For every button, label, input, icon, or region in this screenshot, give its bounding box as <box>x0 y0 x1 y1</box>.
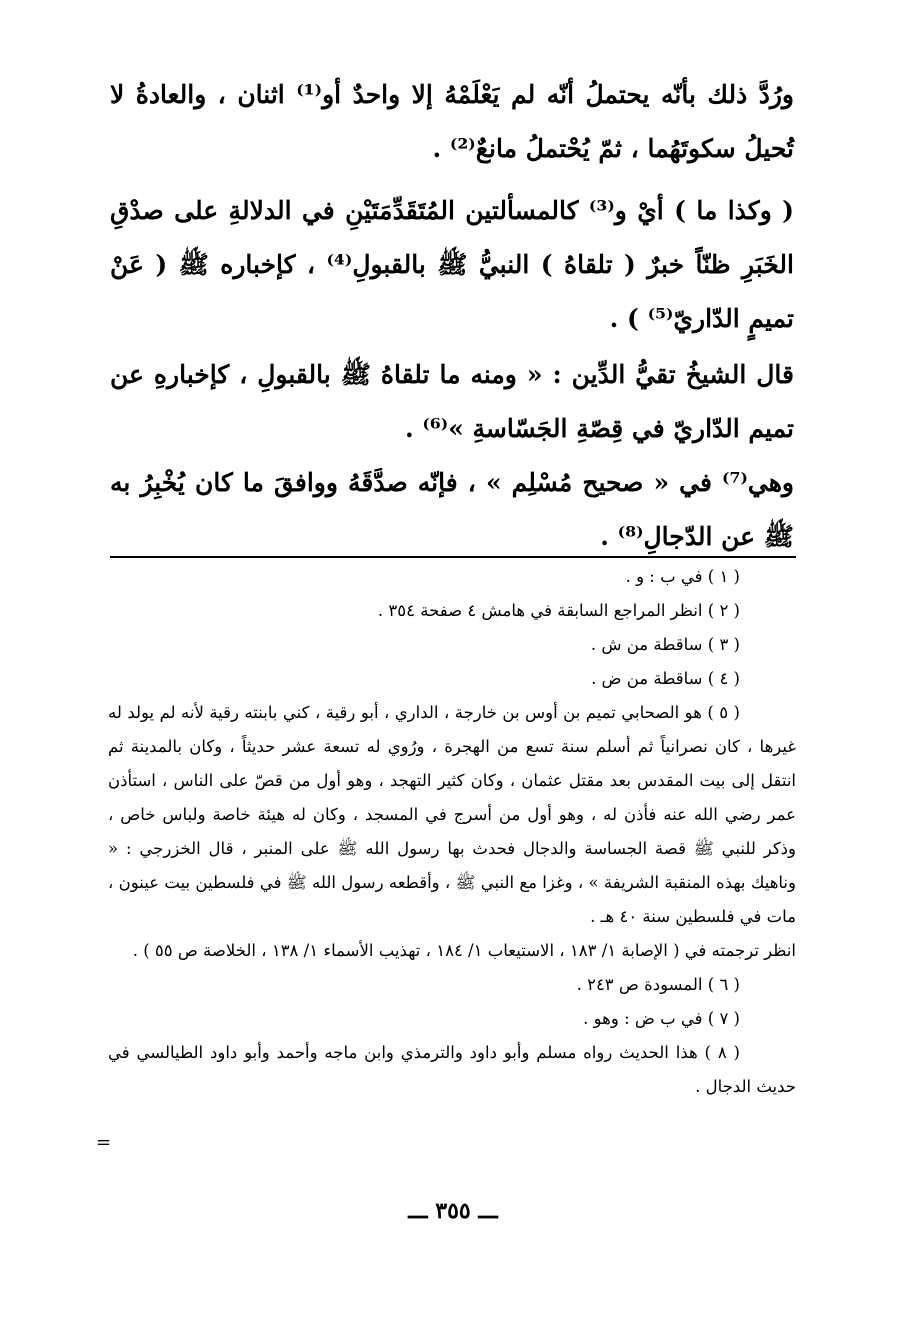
main-paragraph-1: ورُدَّ ذلك بأنّه يحتملُ أنّه لم يَعْلَمْهُ إلا واحدٌ أو⁽¹⁾ اثنان ، والعادةُ لا تُحيلُ سكوتَهُما ، ثمّ يُحْتملُ مانعٌ⁽²⁾ . <box>110 80 794 163</box>
footnote-3: ( ٣ ) ساقطة من ش . <box>590 635 740 654</box>
footnote-4: ( ٤ ) ساقطة من ض . <box>591 669 740 688</box>
footnote-2: ( ٢ ) انظر المراجع السابقة في هامش ٤ صفحة ٣٥٤ . <box>377 601 740 620</box>
main-paragraph-2: ( وكذا ما ) أيْ و⁽³⁾ كالمسألتين المُتَقَدِّمَتَيْنِ في الدلالةِ على صدْقِ الخَبَرِ ظنّاً خبرٌ ( تلقاهُ ) النبيُّ ﷺ بالقبولِ⁽⁴⁾ ، كإخباره ﷺ ( عَنْ تميمٍ الدّاريّ⁽⁵⁾ ) . <box>110 196 794 333</box>
page-number: ـــ ٣٥٥ ـــ <box>408 1198 498 1224</box>
footnotes <box>108 560 796 1104</box>
footnote-5: ( ٥ ) هو الصحابي تميم بن أوس بن خارجة ، الداري ، أبو رقية ، كني بابنته رقية لأنه لم يولد له غيرها ، كان نصرانياً ثم أسلم سنة تسع من الهجرة ، ورُوي له تسعة عشر حديثاً ، وكان بالمدينة ثم انتقل إلى بيت المقدس بعد مقتل عثمان ، وكان كثير التهجد ، وهو أول من قصّ على الناس ، استأذن عمر رضي الله عنه فأذن له ، وهو أول من أسرج في المسجد ، وكان له هيئة خاصة ولباس خاص ، وذكر للنبي ﷺ قصة الجساسة والدجال فحدث بها رسول الله ﷺ على المنبر ، قال الخزرجي : « وناهيك بهذه المنقبة الشريفة » ، وغزا مع النبي ﷺ ، وأقطعه رسول الله ﷺ في فلسطين بيت عينون ، مات في فلسطين سنة ٤٠ هـ . <box>108 703 796 926</box>
footnote-separator <box>110 556 796 558</box>
main-paragraph-4: وهي⁽⁷⁾ في « صحيح مُسْلِم » ، فإنّه صدَّقَهُ ووافقَ ما كان يُخْبِرُ به ﷺ عن الدّجالِ⁽⁸⁾ . <box>110 468 795 551</box>
footnote-6: ( ٦ ) المسودة ص ٢٤٣ . <box>576 975 740 994</box>
footnote-7: ( ٧ ) في ب ض : وهو . <box>583 1009 740 1028</box>
footnote-8: ( ٨ ) هذا الحديث رواه مسلم وأبو داود والترمذي وابن ماجه وأحمد وأبو داود الطيالسي في حديث الدجال . <box>108 1043 796 1096</box>
main-paragraph-3: قال الشيخُ تقيُّ الدِّين : « ومنه ما تلقاهُ ﷺ بالقبولِ ، كإخبارهِ عن تميم الدّاريّ في قِصّةِ الجَسّاسةِ »⁽⁶⁾ . <box>110 360 794 443</box>
continuation-mark: = <box>96 1132 112 1153</box>
footnote-1: ( ١ ) في ب : و . <box>625 567 740 586</box>
footnote-5-references: انظر ترجمته في ( الإصابة ١/ ١٨٣ ، الاستيعاب ١/ ١٨٤ ، تهذيب الأسماء ١/ ١٣٨ ، الخلاصة ص ٥٥ ) . <box>132 941 796 960</box>
